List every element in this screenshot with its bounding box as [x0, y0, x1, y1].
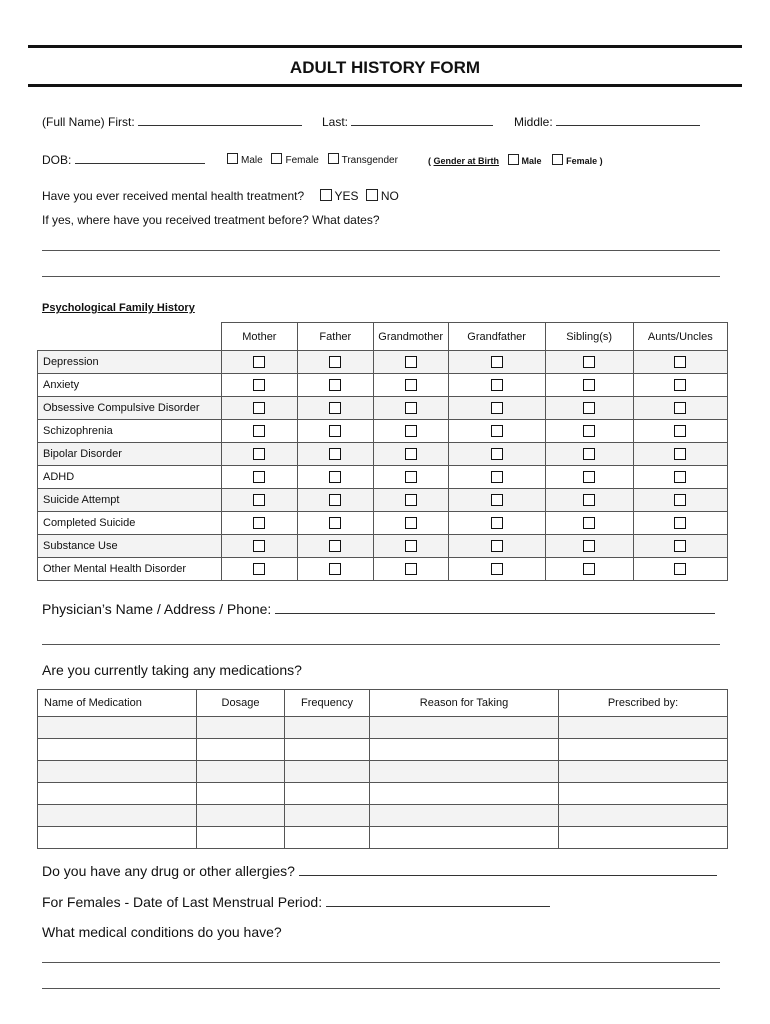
family-history-cell: [448, 397, 545, 420]
title-rule: [28, 84, 742, 87]
first-name-label: (Full Name) First:: [42, 115, 135, 129]
family-history-body: [38, 351, 728, 581]
medication-cell[interactable]: [197, 805, 285, 827]
last-name-field[interactable]: [351, 114, 493, 126]
condition-label: Completed Suicide: [38, 512, 222, 535]
family-history-checkbox[interactable]: [405, 517, 417, 529]
medication-row: [38, 717, 728, 739]
treatment-yes-checkbox[interactable]: [320, 189, 332, 201]
family-history-cell: [373, 397, 448, 420]
medication-cell[interactable]: [370, 827, 559, 849]
family-history-cell: [297, 466, 373, 489]
treatment-answer-line-1[interactable]: [42, 250, 720, 251]
family-history-checkbox[interactable]: [583, 540, 595, 552]
medication-cell[interactable]: [197, 783, 285, 805]
family-history-cell: [297, 489, 373, 512]
medication-cell[interactable]: [38, 827, 197, 849]
family-history-cell: [448, 374, 545, 397]
col-father: Father: [297, 323, 373, 351]
form-title: ADULT HISTORY FORM: [289, 58, 481, 77]
family-history-cell: [221, 466, 297, 489]
gender-at-birth-label: Gender at Birth: [433, 156, 500, 166]
family-history-row: [38, 397, 728, 420]
medications-question: Are you currently taking any medications?: [42, 662, 302, 678]
family-history-checkbox[interactable]: [583, 517, 595, 529]
paren-close: ): [599, 156, 603, 166]
medication-cell[interactable]: [285, 717, 370, 739]
family-history-cell: [633, 420, 727, 443]
family-history-checkbox[interactable]: [583, 448, 595, 460]
family-history-row: [38, 558, 728, 581]
gender-at-birth-group: [428, 154, 603, 166]
female-checkbox[interactable]: [271, 153, 282, 164]
family-history-checkbox[interactable]: [329, 356, 341, 368]
family-history-cell: [373, 558, 448, 581]
family-history-cell: [633, 466, 727, 489]
middle-name-field[interactable]: [556, 114, 700, 126]
table-corner: [38, 323, 222, 351]
col-medication-name: Name of Medication: [38, 690, 197, 717]
middle-name-group: [514, 114, 700, 129]
family-history-cell: [545, 351, 633, 374]
condition-label: Obsessive Compulsive Disorder: [38, 397, 222, 420]
family-history-cell: [221, 489, 297, 512]
dob-label: DOB:: [42, 153, 72, 167]
family-history-cell: [297, 443, 373, 466]
family-history-checkbox[interactable]: [583, 356, 595, 368]
treatment-no-label: NO: [380, 189, 399, 203]
family-history-cell: [373, 443, 448, 466]
family-history-checkbox[interactable]: [405, 379, 417, 391]
medication-cell[interactable]: [559, 761, 728, 783]
family-history-row: [38, 351, 728, 374]
first-name-field[interactable]: [138, 114, 302, 126]
family-history-checkbox[interactable]: [491, 425, 503, 437]
condition-label: Other Mental Health Disorder: [38, 558, 222, 581]
family-history-checkbox[interactable]: [405, 471, 417, 483]
family-history-checkbox[interactable]: [491, 471, 503, 483]
family-history-cell: [221, 397, 297, 420]
family-history-cell: [297, 558, 373, 581]
family-history-cell: [448, 489, 545, 512]
birth-female-checkbox[interactable]: [552, 154, 563, 165]
menstrual-label: For Females - Date of Last Menstrual Period:: [42, 894, 323, 910]
family-history-cell: [633, 443, 727, 466]
col-siblings: Sibling(s): [545, 323, 633, 351]
family-history-row: [38, 489, 728, 512]
family-history-cell: [633, 558, 727, 581]
family-history-checkbox[interactable]: [405, 448, 417, 460]
medications-table: [37, 689, 728, 849]
family-history-checkbox[interactable]: [491, 517, 503, 529]
family-history-cell: [448, 535, 545, 558]
dob-group: [42, 152, 205, 167]
medication-cell[interactable]: [370, 739, 559, 761]
paren-open: (: [428, 156, 431, 166]
male-checkbox[interactable]: [227, 153, 238, 164]
family-history-checkbox[interactable]: [253, 379, 265, 391]
family-history-cell: [448, 512, 545, 535]
medication-row: [38, 761, 728, 783]
medication-cell[interactable]: [38, 783, 197, 805]
transgender-label: Transgender: [341, 155, 398, 166]
family-history-cell: [633, 512, 727, 535]
family-history-checkbox[interactable]: [253, 517, 265, 529]
family-history-checkbox[interactable]: [253, 540, 265, 552]
col-grandmother: Grandmother: [373, 323, 448, 351]
col-grandfather: Grandfather: [448, 323, 545, 351]
medication-cell[interactable]: [370, 717, 559, 739]
family-history-cell: [545, 535, 633, 558]
physician-label: Physician’s Name / Address / Phone:: [42, 601, 272, 617]
family-history-cell: [545, 489, 633, 512]
medication-cell[interactable]: [370, 783, 559, 805]
medication-row: [38, 783, 728, 805]
family-history-checkbox[interactable]: [674, 402, 686, 414]
family-history-checkbox[interactable]: [253, 563, 265, 575]
family-history-cell: [633, 351, 727, 374]
medication-cell[interactable]: [197, 717, 285, 739]
name-row: [42, 114, 302, 129]
medication-cell[interactable]: [285, 805, 370, 827]
family-history-cell: [633, 374, 727, 397]
family-history-checkbox[interactable]: [674, 425, 686, 437]
medication-cell[interactable]: [559, 783, 728, 805]
medication-cell[interactable]: [285, 827, 370, 849]
medication-row: [38, 827, 728, 849]
family-history-checkbox[interactable]: [253, 494, 265, 506]
family-history-checkbox[interactable]: [583, 563, 595, 575]
family-history-checkbox[interactable]: [583, 425, 595, 437]
transgender-checkbox[interactable]: [328, 153, 339, 164]
col-aunts-uncles: Aunts/Uncles: [633, 323, 727, 351]
family-history-cell: [221, 374, 297, 397]
family-history-cell: [221, 558, 297, 581]
family-history-row: [38, 443, 728, 466]
family-history-checkbox[interactable]: [405, 563, 417, 575]
family-history-checkbox[interactable]: [253, 471, 265, 483]
family-history-cell: [545, 374, 633, 397]
family-history-checkbox[interactable]: [329, 425, 341, 437]
medication-cell[interactable]: [370, 805, 559, 827]
family-history-cell: [448, 351, 545, 374]
family-history-cell: [373, 466, 448, 489]
birth-male-checkbox[interactable]: [508, 154, 519, 165]
last-name-label: Last:: [322, 115, 349, 129]
last-name-group: [322, 114, 493, 129]
medication-cell[interactable]: [197, 827, 285, 849]
birth-male-label: Male: [521, 156, 542, 166]
physician-line-2[interactable]: [42, 644, 720, 645]
condition-label: Substance Use: [38, 535, 222, 558]
family-history-checkbox[interactable]: [405, 356, 417, 368]
family-history-cell: [373, 351, 448, 374]
family-history-cell: [545, 466, 633, 489]
dob-field[interactable]: [75, 152, 205, 164]
medication-cell[interactable]: [38, 717, 197, 739]
medication-cell[interactable]: [38, 761, 197, 783]
family-history-cell: [221, 443, 297, 466]
family-history-checkbox[interactable]: [405, 402, 417, 414]
treatment-question: Have you ever received mental health treatment?: [42, 189, 305, 203]
medication-cell[interactable]: [285, 783, 370, 805]
medication-cell[interactable]: [197, 739, 285, 761]
family-history-row: [38, 535, 728, 558]
family-history-checkbox[interactable]: [583, 494, 595, 506]
family-history-cell: [448, 420, 545, 443]
family-history-cell: [373, 535, 448, 558]
family-history-checkbox[interactable]: [491, 448, 503, 460]
family-history-checkbox[interactable]: [405, 425, 417, 437]
physician-row: [42, 600, 715, 617]
medication-cell[interactable]: [559, 805, 728, 827]
family-history-cell: [633, 489, 727, 512]
family-history-row: [38, 512, 728, 535]
family-history-cell: [633, 397, 727, 420]
family-history-checkbox[interactable]: [329, 563, 341, 575]
family-history-cell: [297, 397, 373, 420]
menstrual-field[interactable]: [326, 893, 550, 907]
menstrual-row: [42, 893, 550, 910]
allergies-row: [42, 862, 717, 879]
condition-label: Bipolar Disorder: [38, 443, 222, 466]
condition-label: Schizophrenia: [38, 420, 222, 443]
top-rule: [28, 45, 742, 48]
treatment-yes-label: YES: [334, 189, 359, 203]
family-history-checkbox[interactable]: [491, 494, 503, 506]
family-history-checkbox[interactable]: [329, 494, 341, 506]
family-history-checkbox[interactable]: [583, 379, 595, 391]
family-history-cell: [373, 374, 448, 397]
medication-cell[interactable]: [197, 761, 285, 783]
condition-label: Anxiety: [38, 374, 222, 397]
family-history-checkbox[interactable]: [674, 356, 686, 368]
family-history-cell: [297, 374, 373, 397]
family-history-cell: [221, 512, 297, 535]
birth-female-label: Female: [566, 156, 598, 166]
family-history-cell: [297, 351, 373, 374]
family-history-cell: [373, 512, 448, 535]
family-history-checkbox[interactable]: [674, 563, 686, 575]
family-history-checkbox[interactable]: [253, 402, 265, 414]
family-history-cell: [373, 420, 448, 443]
col-mother: Mother: [221, 323, 297, 351]
treatment-answer-line-2[interactable]: [42, 276, 720, 277]
family-history-checkbox[interactable]: [674, 471, 686, 483]
allergies-field[interactable]: [299, 862, 717, 876]
treatment-row: [42, 189, 399, 203]
family-history-cell: [448, 443, 545, 466]
family-history-cell: [297, 420, 373, 443]
family-history-checkbox[interactable]: [253, 425, 265, 437]
family-history-cell: [221, 351, 297, 374]
treatment-no-checkbox[interactable]: [366, 189, 378, 201]
family-history-checkbox[interactable]: [491, 563, 503, 575]
medication-cell[interactable]: [285, 761, 370, 783]
family-history-checkbox[interactable]: [491, 379, 503, 391]
family-history-checkbox[interactable]: [329, 379, 341, 391]
col-reason: Reason for Taking: [370, 690, 559, 717]
family-history-cell: [448, 558, 545, 581]
family-history-cell: [373, 489, 448, 512]
conditions-question: What medical conditions do you have?: [42, 924, 282, 940]
family-history-checkbox[interactable]: [583, 402, 595, 414]
medications-body: [38, 717, 728, 849]
family-history-checkbox[interactable]: [674, 448, 686, 460]
family-history-checkbox[interactable]: [329, 517, 341, 529]
family-history-checkbox[interactable]: [674, 540, 686, 552]
family-history-cell: [221, 535, 297, 558]
condition-label: Suicide Attempt: [38, 489, 222, 512]
family-history-cell: [448, 466, 545, 489]
male-label: Male: [241, 155, 263, 166]
family-history-table: [37, 322, 728, 581]
col-dosage: Dosage: [197, 690, 285, 717]
family-history-checkbox[interactable]: [491, 356, 503, 368]
family-history-cell: [221, 420, 297, 443]
conditions-line-2[interactable]: [42, 988, 720, 989]
family-history-row: [38, 466, 728, 489]
family-history-row: [38, 420, 728, 443]
medication-cell[interactable]: [285, 739, 370, 761]
family-history-cell: [297, 535, 373, 558]
family-history-row: [38, 374, 728, 397]
family-history-heading: Psychological Family History: [42, 302, 195, 314]
medication-cell[interactable]: [559, 827, 728, 849]
female-label: Female: [285, 155, 319, 166]
family-history-checkbox[interactable]: [329, 448, 341, 460]
middle-name-label: Middle:: [514, 115, 553, 129]
condition-label: ADHD: [38, 466, 222, 489]
col-prescribed-by: Prescribed by:: [559, 690, 728, 717]
family-history-checkbox[interactable]: [329, 402, 341, 414]
family-history-checkbox[interactable]: [405, 540, 417, 552]
medication-cell[interactable]: [38, 739, 197, 761]
medication-row: [38, 739, 728, 761]
col-frequency: Frequency: [285, 690, 370, 717]
family-history-cell: [545, 397, 633, 420]
family-history-checkbox[interactable]: [491, 540, 503, 552]
conditions-line-1[interactable]: [42, 962, 720, 963]
family-history-cell: [545, 558, 633, 581]
family-history-checkbox[interactable]: [674, 494, 686, 506]
family-history-checkbox[interactable]: [674, 379, 686, 391]
family-history-checkbox[interactable]: [329, 540, 341, 552]
family-history-checkbox[interactable]: [405, 494, 417, 506]
medication-cell[interactable]: [559, 717, 728, 739]
family-history-checkbox[interactable]: [253, 356, 265, 368]
family-history-checkbox[interactable]: [583, 471, 595, 483]
family-history-checkbox[interactable]: [674, 517, 686, 529]
allergies-label: Do you have any drug or other allergies?: [42, 863, 295, 879]
family-history-checkbox[interactable]: [329, 471, 341, 483]
condition-label: Depression: [38, 351, 222, 374]
treatment-where: If yes, where have you received treatment before? What dates?: [42, 213, 380, 227]
medication-cell[interactable]: [559, 739, 728, 761]
family-history-checkbox[interactable]: [491, 402, 503, 414]
medication-cell[interactable]: [38, 805, 197, 827]
family-history-cell: [545, 443, 633, 466]
gender-group: [227, 153, 398, 166]
family-history-cell: [633, 535, 727, 558]
family-history-cell: [545, 420, 633, 443]
family-history-cell: [297, 512, 373, 535]
family-history-cell: [545, 512, 633, 535]
family-history-checkbox[interactable]: [253, 448, 265, 460]
medication-row: [38, 805, 728, 827]
physician-field[interactable]: [275, 600, 715, 614]
medication-cell[interactable]: [370, 761, 559, 783]
